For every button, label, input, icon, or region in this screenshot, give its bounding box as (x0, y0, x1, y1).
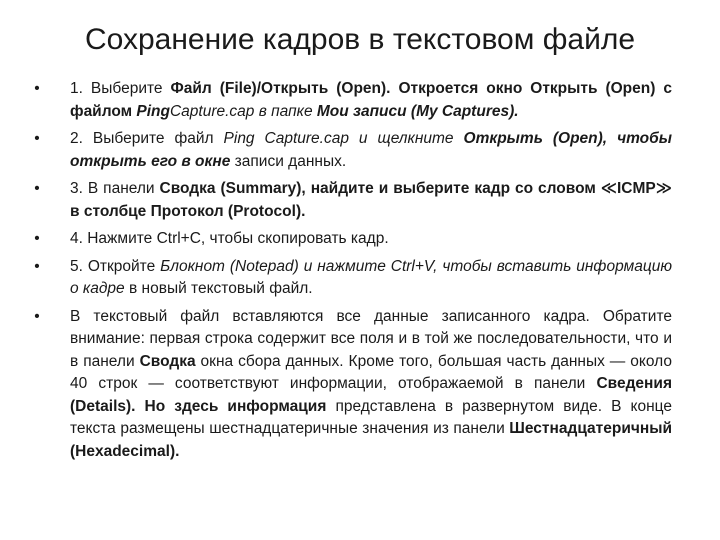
bullet-dot-icon: • (34, 257, 40, 275)
bullet-text-run: Блокнот (Notepad) и нажмите Ctrl+V, чтобы вставить информацию о кадре (70, 257, 673, 297)
bullet-dot-icon: • (34, 307, 40, 325)
bullet-text-run: В текстовый файл вставляются все данные записанного кадра. Обратите внимание: первая строка содержит все поля и в той же последовательности, что и в панели (70, 307, 672, 370)
bullet-text-run: 1. Выберите (70, 80, 171, 97)
bullet-dot-icon: • (34, 80, 40, 97)
bullet-dot-icon: • (34, 230, 40, 247)
bullet-text-run: записи данных. (230, 152, 347, 170)
bullet-text-run: 5. Откройте (70, 257, 161, 275)
bullet-text-run: в новый текстовый файл. (124, 280, 313, 297)
slide-title: Сохранение кадров в текстовом файле (84, 23, 636, 56)
bullet-text-run: Сводка (Summary), найдите и выберите кадр со словом ≪ICMP≫ в столбце Протокол (Protocol). (70, 180, 672, 220)
bullet-item (30, 306, 672, 464)
bullet-text-run: 3. В панели (70, 180, 160, 197)
bullet-item (30, 256, 672, 301)
bullet-text-run: Ping Capture.cap и щелкните (223, 130, 464, 147)
bullet-dot-icon: • (34, 180, 40, 197)
bullet-text-run: окна сбора данных. Кроме того, большая часть данных — около 40 строк — соответствуют информации, отображаемой в панели (70, 352, 672, 392)
bullet-text-run: Мои записи (My Captures). (316, 102, 519, 120)
bullet-dot-icon: • (34, 130, 40, 147)
bullet-item (30, 78, 672, 123)
bullet-list (30, 78, 672, 468)
bullet-text-run: Сведения (Details). Но здесь информация (70, 375, 672, 415)
bullet-item (30, 178, 672, 223)
bullet-text-run: 2. Выберите файл (70, 130, 224, 147)
bullet-text-run: Открыть (Open), чтобы открыть его в окне (70, 130, 672, 170)
bullet-item (30, 228, 672, 251)
bullet-text-run: Шестнадцатеричный (Hexadecimal). (70, 420, 672, 460)
bullet-text-run: Файл (File)/Открыть (Open). Откроется окно Открыть (Open) с файлом (70, 80, 672, 120)
bullet-item (30, 128, 672, 173)
bullet-text-run: Ping (136, 102, 170, 120)
bullet-text-run: Сводка (139, 352, 196, 370)
bullet-text-run: 4. Нажмите Ctrl+C, чтобы скопировать кадр. (70, 230, 389, 247)
bullet-text-run: представлена в развернутом виде. В конце текста размещены шестнадцатеричные значения из панели (70, 397, 672, 437)
bullet-text-run: Capture.cap в папке (169, 102, 317, 120)
